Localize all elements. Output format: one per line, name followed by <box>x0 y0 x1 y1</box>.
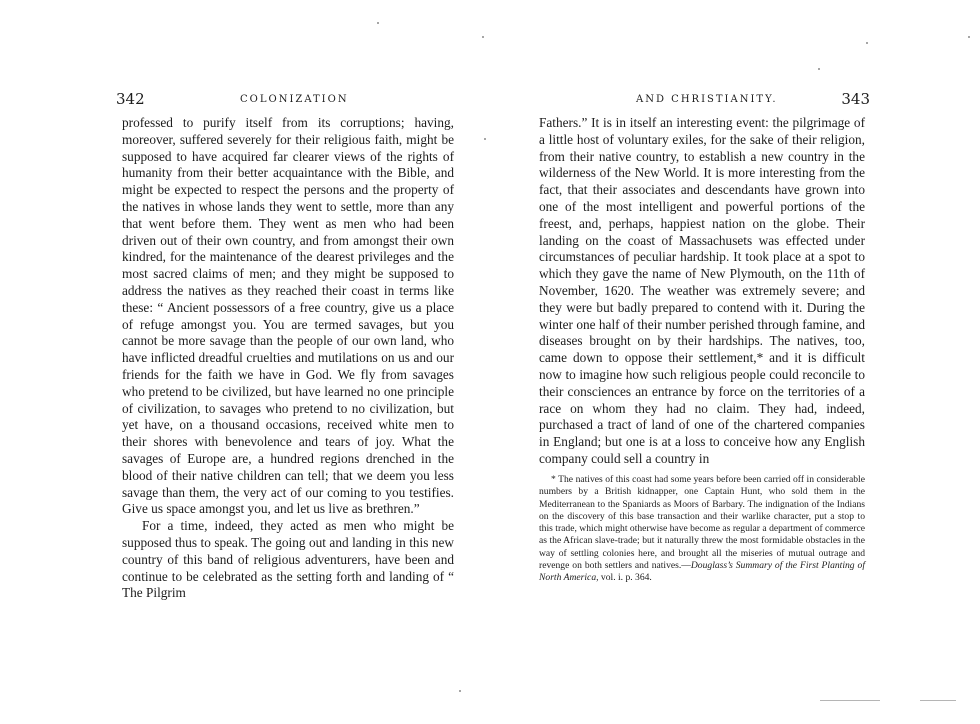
running-head: AND CHRISTIANITY. <box>636 94 778 105</box>
footnote-citation: Douglass’s Summary of the First Planting of North America, <box>539 560 865 584</box>
paragraph: professed to purify itself from its corruptions; having, moreover, suffered severely for their religious faith, might be supposed to have acquired far clearer views of the rights of humanity from their better acquaintance with the Bible, and might be expected to respect the persons and the property of the natives in whose lands they went to settle, more than any that went before them. They went as men who had been driven out of their own country, and from amongst their own kindred, for the maintenance of the dearest privileges and the most sacred claims of men; and they might be supposed to address the natives as they reached their coast in terms like these: “ Ancient possessors of a free country, give us a place of refuge amongst you. You are termed savages, but you cannot be more savage than the people of our own land, who have inflicted dreadful cruelties and mutilations on us and our friends for the faith we have in God. We fly from savages who pretend to be civilized, but have learned no one principle of civilization, to savages who pretend to no civilization, but yet have, on a thousand occasions, received white men to their shores with benevolence and tears of joy. What the savages of Europe are, a hundred regions drenched in the blood of their native children can tell; that we deem you less savage than them, the very act of our coming to you testifies. Give us space amongst you, and let us live as brethren.” <box>122 115 454 517</box>
footnote-text: * The natives of this coast had some years before been carried off in considerable numbers by a British kidnapper, one Captain Hunt, who sold them in the Mediterranean to the Spaniards as Moors of Barbary. The indignation of the Indians on the discovery of this base transaction and their warlike character, put a stop to this trade, which might otherwise have become as regular a department of commerce as the African slave-trade; but it naturally threw the most formidable obstacles in the way of settling colonies here, and brought all the miseries of mutual outrage and revenge on both settlers and natives.— <box>539 474 865 572</box>
body-text <box>122 115 454 602</box>
running-head: COLONIZATION <box>240 94 349 105</box>
footnote-reference: vol. i. p. 364. <box>598 572 652 584</box>
paragraph: For a time, indeed, they acted as men who might be supposed thus to speak. The going out and landing in this new country of this band of religious adventurers, have been and continue to be celebrated as the setting forth and landing of “ The Pilgrim <box>122 518 454 601</box>
page-number: 342 <box>116 90 145 108</box>
body-text <box>539 115 865 468</box>
footnote <box>539 474 865 585</box>
paragraph: Fathers.” It is in itself an interesting event: the pilgrimage of a little host of voluntary exiles, for the sake of their religion, from their native country, to establish a new country in the wilderness of the New World. It is more interesting from the fact, that their associates and descendants have grown into one of the most intelligent and powerful portions of the freest, and, perhaps, happiest nation on the globe. Their landing on the coast of Massachusets was effected under circumstances of peculiar hardship. It took place at a spot to which they gave the name of New Plymouth, on the 11th of November, 1620. The weather was extremely severe; and they were but badly prepared to contend with it. During the winter one half of their number perished through famine, and diseases brought on by their hardships. The natives, too, came down to oppose their settlement,* and it is difficult now to imagine how such religious people could reconcile to their consciences an entrance by force on the territories of a race on whom they had no claim. They had, indeed, purchased a tract of land of one of the chartered companies in England; but one is at a loss to conceive how any English company could sell a country in <box>539 115 865 466</box>
page-number: 343 <box>841 90 870 108</box>
right-page <box>490 0 980 724</box>
